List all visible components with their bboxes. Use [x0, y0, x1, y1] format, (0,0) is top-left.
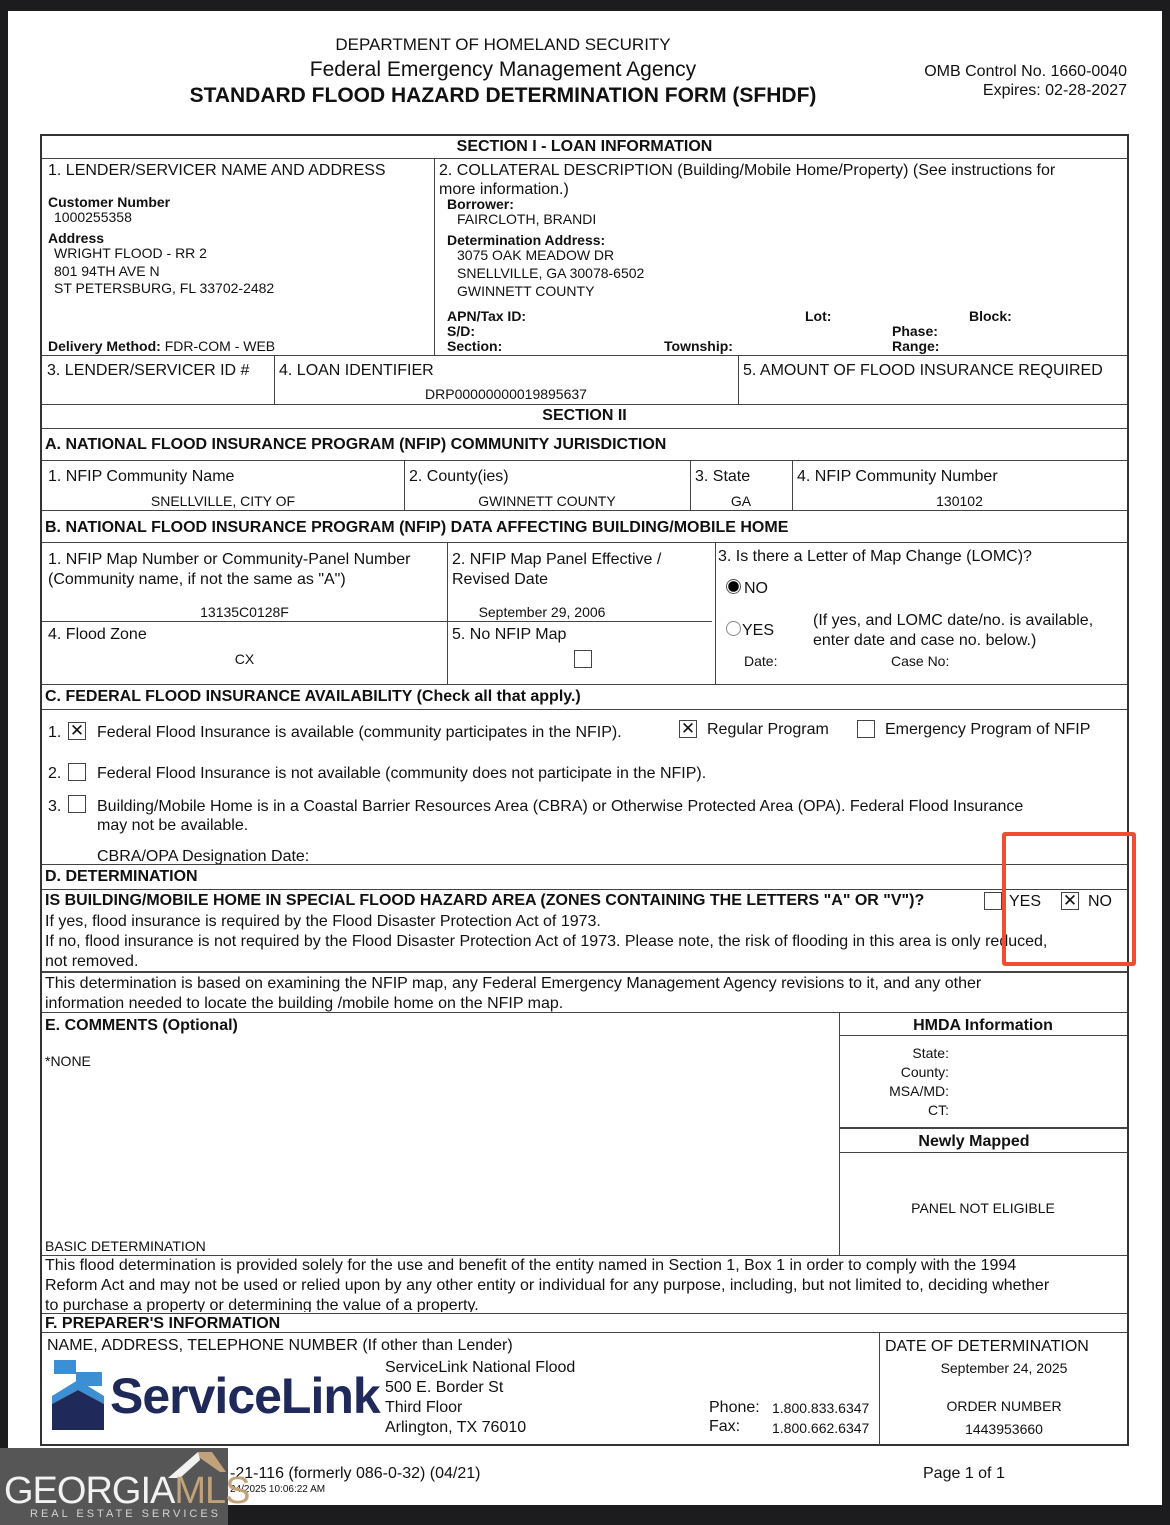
- hmda-county: County:: [900, 1064, 949, 1080]
- lomc-no-label: NO: [744, 580, 768, 597]
- order-number-label: ORDER NUMBER: [946, 1398, 1062, 1414]
- regular-program-label: Regular Program: [707, 721, 829, 738]
- item1-text: Federal Flood Insurance is available (community participates in the NFIP).: [97, 724, 622, 741]
- panel-date-label-cont: Revised Date: [452, 571, 549, 588]
- determination-basis-cont: information needed to locate the building /mobile home on the NFIP map.: [45, 995, 564, 1012]
- omb-control-number: OMB Control No. 1660-0040: [924, 63, 1127, 80]
- agency-heading: Federal Emergency Management Agency: [309, 58, 697, 81]
- preparer-company: ServiceLink National Flood: [385, 1359, 576, 1376]
- hmda-ct: CT:: [928, 1102, 949, 1118]
- panel-date-label: 2. NFIP Map Panel Effective /: [452, 551, 662, 568]
- box2-label: 2. COLLATERAL DESCRIPTION (Building/Mobile Home/Property) (See instructions for: [439, 162, 1056, 179]
- lender-address-line: ST PETERSBURG, FL 33702-2482: [54, 280, 275, 296]
- georgia-mls-watermark: [0, 1448, 250, 1525]
- section-b-title: B. NATIONAL FLOOD INSURANCE PROGRAM (NFIP) DATA AFFECTING BUILDING/MOBILE HOME: [45, 519, 789, 536]
- community-name: SNELLVILLE, CITY OF: [150, 493, 296, 509]
- hmda-title: HMDA Information: [913, 1017, 1053, 1034]
- determination-address-line: 3075 OAK MEADOW DR: [457, 247, 615, 263]
- flood-zone: CX: [234, 651, 255, 667]
- date-of-determination-label: DATE OF DETERMINATION: [885, 1338, 1089, 1355]
- servicelink-logo: [50, 1360, 380, 1430]
- sfha-no-label: NO: [1088, 893, 1112, 910]
- item3-checkbox[interactable]: [68, 795, 86, 813]
- borrower-label: Borrower:: [447, 196, 514, 212]
- lomc-note-cont: enter date and case no. below.): [813, 632, 1037, 649]
- section-c-title: C. FEDERAL FLOOD INSURANCE AVAILABILITY (Check all that apply.): [45, 688, 581, 705]
- preparer-address-line: 500 E. Border St: [385, 1379, 504, 1396]
- note-yes: If yes, flood insurance is required by the Flood Disaster Protection Act of 1973.: [45, 913, 601, 930]
- lot-label: Lot:: [805, 308, 832, 324]
- section-1-title: SECTION I - LOAN INFORMATION: [456, 138, 713, 155]
- map-number-label-cont: (Community name, if not the same as "A"): [48, 571, 346, 588]
- phone-label: Phone:: [709, 1399, 760, 1416]
- mls-logo-text: [4, 1470, 250, 1513]
- sfha-question: IS BUILDING/MOBILE HOME IN SPECIAL FLOOD HAZARD AREA (ZONES CONTAINING THE LETTERS "A" OR "V")?: [45, 892, 925, 909]
- county: GWINNETT COUNTY: [478, 493, 616, 509]
- box5-label: 5. AMOUNT OF FLOOD INSURANCE REQUIRED: [743, 362, 1103, 379]
- fax-label: Fax:: [709, 1418, 741, 1435]
- highlight-box: [1002, 832, 1136, 966]
- regular-program-checkbox[interactable]: ✕: [680, 719, 696, 738]
- loan-identifier: DRP00000000019895637: [425, 386, 587, 402]
- map-number-label: 1. NFIP Map Number or Community-Panel Number: [48, 551, 411, 568]
- preparer-label: NAME, ADDRESS, TELEPHONE NUMBER (If other than Lender): [47, 1337, 513, 1354]
- note-no-cont: not removed.: [45, 953, 139, 970]
- state-label: 3. State: [695, 468, 751, 485]
- order-number: 1443953660: [965, 1421, 1043, 1437]
- determination-address-label: Determination Address:: [447, 232, 606, 248]
- date-of-determination: September 24, 2025: [940, 1360, 1068, 1376]
- section-f-title: F. PREPARER'S INFORMATION: [45, 1315, 281, 1332]
- item2-text: Federal Flood Insurance is not available (community does not participate in the NFIP).: [97, 765, 707, 782]
- item3-number: 3.: [48, 798, 62, 815]
- form-title: STANDARD FLOOD HAZARD DETERMINATION FORM (SFHDF): [189, 84, 817, 107]
- newly-mapped-title: Newly Mapped: [918, 1133, 1030, 1150]
- disclaimer: This flood determination is provided solely for the use and benefit of the entity named in Section 1, Box 1 in order to comply with the 1994: [45, 1257, 1017, 1274]
- mls-tagline: REAL ESTATE SERVICES: [30, 1508, 222, 1520]
- box4-label: 4. LOAN IDENTIFIER: [279, 362, 434, 379]
- block-label: Block:: [969, 308, 1012, 324]
- sfha-yes-label: YES: [1009, 893, 1042, 910]
- lomc-date-label: Date:: [744, 653, 778, 669]
- phase-label: Phase:: [892, 323, 938, 339]
- customer-number: 1000255358: [54, 209, 132, 225]
- emergency-program-checkbox[interactable]: [857, 720, 875, 738]
- no-map-label: 5. No NFIP Map: [452, 626, 567, 643]
- preparer-address-line: Arlington, TX 76010: [385, 1419, 527, 1436]
- delivery-method-value: FDR-COM - WEB: [164, 338, 276, 354]
- lomc-no-radio[interactable]: [726, 579, 741, 594]
- mls-brand-right: MLS: [174, 1470, 250, 1512]
- box2-label-cont: more information.): [439, 181, 569, 198]
- item3-text: Building/Mobile Home is in a Coastal Barrier Resources Area (CBRA) or Otherwise Protected Area (OPA). Federal Flood Insurance: [97, 798, 1024, 815]
- lender-address-line: WRIGHT FLOOD - RR 2: [54, 245, 207, 261]
- omb-info: [924, 62, 1127, 100]
- determination-address-line: GWINNETT COUNTY: [457, 283, 595, 299]
- address-label: Address: [48, 230, 105, 246]
- township-label: Township:: [664, 338, 733, 354]
- customer-number-label: Customer Number: [48, 194, 171, 210]
- servicelink-logo-text: ServiceLink: [110, 1368, 380, 1424]
- section-2-title: SECTION II: [542, 407, 627, 424]
- document-page: [8, 11, 1162, 1505]
- note-no: If no, flood insurance is not required by the Flood Disaster Protection Act of 1973. Please note, the risk of flooding in this area is only reduced,: [45, 933, 1048, 950]
- lender-address-line: 801 94TH AVE N: [54, 263, 160, 279]
- comment-text: *NONE: [45, 1053, 91, 1069]
- fax-number: 1.800.662.6347: [772, 1420, 870, 1436]
- page-number: Page 1 of 1: [923, 1465, 1005, 1482]
- sd-label: S/D:: [447, 323, 475, 339]
- phone-number: 1.800.833.6347: [772, 1400, 870, 1416]
- delivery-method: [48, 338, 275, 354]
- hmda-state: State:: [912, 1045, 949, 1061]
- newly-mapped-value: PANEL NOT ELIGIBLE: [911, 1200, 1055, 1216]
- flood-zone-label: 4. Flood Zone: [48, 626, 147, 643]
- sfha-yes-checkbox[interactable]: [984, 892, 1002, 910]
- lomc-case-label: Case No:: [891, 653, 950, 669]
- section-a-title: A. NATIONAL FLOOD INSURANCE PROGRAM (NFIP) COMMUNITY JURISDICTION: [45, 436, 667, 453]
- state: GA: [730, 493, 752, 509]
- lomc-yes-label: YES: [742, 622, 775, 639]
- flood-form: [40, 134, 1129, 1446]
- lomc-yes-radio[interactable]: [726, 621, 741, 636]
- print-timestamp: 24/2025 10:06:22 AM: [230, 1484, 326, 1495]
- form-number: -21-116 (formerly 086-0-32) (04/21): [230, 1465, 481, 1482]
- apn-label: APN/Tax ID:: [447, 308, 527, 324]
- delivery-method-label: Delivery Method:: [48, 338, 161, 354]
- omb-expires: Expires: 02-28-2027: [982, 82, 1127, 99]
- cbra-date-label: CBRA/OPA Designation Date:: [97, 848, 310, 865]
- preparer-address-line: Third Floor: [385, 1399, 463, 1416]
- county-label: 2. County(ies): [409, 468, 509, 485]
- section-e-title: E. COMMENTS (Optional): [45, 1017, 238, 1034]
- lomc-note: (If yes, and LOMC date/no. is available,: [813, 612, 1094, 629]
- determination-basis: This determination is based on examining the NFIP map, any Federal Emergency Management Agency revisions to it, and any other: [45, 975, 982, 992]
- mls-brand-left: GEORGIA: [4, 1470, 175, 1512]
- item2-checkbox[interactable]: [68, 763, 86, 781]
- panel-date: September 29, 2006: [478, 604, 606, 620]
- item1-number: 1.: [48, 724, 62, 741]
- hmda-msa: MSA/MD:: [889, 1083, 949, 1099]
- disclaimer-cont: Reform Act and may not be used or relied upon by any other entity or individual for any purpose, including, but not limited to, deciding whether: [45, 1277, 1050, 1294]
- box1-label: 1. LENDER/SERVICER NAME AND ADDRESS: [48, 162, 386, 179]
- borrower-name: FAIRCLOTH, BRANDI: [457, 211, 597, 227]
- no-map-checkbox[interactable]: [574, 650, 592, 668]
- range-label: Range:: [892, 338, 940, 354]
- department-heading: DEPARTMENT OF HOMELAND SECURITY: [335, 35, 671, 54]
- basic-determination: BASIC DETERMINATION: [45, 1238, 206, 1254]
- community-number-label: 4. NFIP Community Number: [797, 468, 998, 485]
- determination-address-line: SNELLVILLE, GA 30078-6502: [457, 265, 645, 281]
- emergency-program-label: Emergency Program of NFIP: [885, 721, 1091, 738]
- community-number: 130102: [936, 493, 983, 509]
- item1-checkbox[interactable]: ✕: [69, 721, 85, 740]
- community-name-label: 1. NFIP Community Name: [48, 468, 235, 485]
- section-d-title: D. DETERMINATION: [45, 868, 198, 885]
- box3-label: 3. LENDER/SERVICER ID #: [47, 362, 250, 379]
- section-label: Section:: [447, 338, 503, 354]
- item3-text-cont: may not be available.: [97, 817, 249, 834]
- sfha-no-checkbox[interactable]: ✕: [1062, 891, 1078, 910]
- disclaimer-cont-2: to purchase a property or determining the value of a property.: [45, 1297, 479, 1312]
- item2-number: 2.: [48, 765, 62, 782]
- lomc-label: 3. Is there a Letter of Map Change (LOMC)?: [718, 548, 1032, 565]
- map-number: 13135C0128F: [200, 604, 289, 620]
